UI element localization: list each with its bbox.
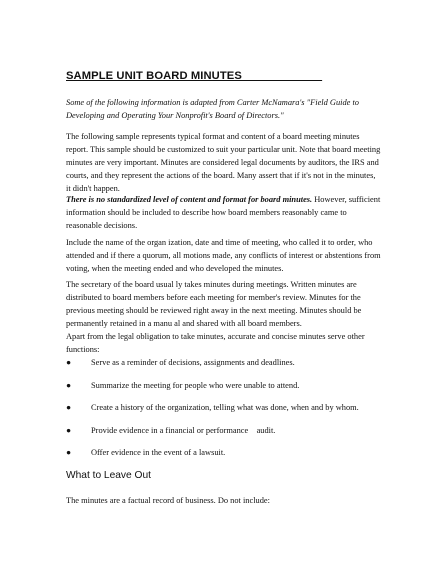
list-item-text: Provide evidence in a financial or performance audit.	[91, 425, 276, 435]
paragraph-standards	[66, 193, 381, 232]
bullet-icon: ●	[66, 425, 72, 435]
standards-rest-text: However, sufficient information should be included to describe how board members reasonably came to reasonable decisions.	[66, 195, 381, 230]
document-title: SAMPLE UNIT BOARD MINUTES	[66, 70, 323, 82]
bullet-icon: ●	[66, 380, 72, 390]
paragraph-secretary: The secretary of the board usual ly takes minutes during meetings. Written minutes are distributed to board members before each meeting for member's review. Minutes for the previous meeting should be reviewed right away in the next meeting. Minutes should be permanently retained in a manu al and shared with all board members.	[66, 280, 362, 328]
paragraph-purpose: The following sample represents typical format and content of a board meeting minutes report. This sample should be customized to suit your particular unit. Note that board meeting minutes are very important. Minutes are considered legal documents by auditors, the IRS and courts, and they represent the actions of the board. Many assert that if it's not in the minutes, it didn't happen.	[66, 132, 381, 193]
list-item-text: Offer evidence in the event of a lawsuit.	[91, 448, 226, 457]
paragraph-leave-out: The minutes are a factual record of business. Do not include:	[66, 496, 270, 505]
paragraph-include: Include the name of the organ ization, date and time of meeting, who called it to order, who attended and if there a quorum, all motions made, any conflicts of interest or abstentions from voting, when the meeting ended and who developed the minutes.	[66, 238, 381, 273]
list-item-text: Create a history of the organization, telling what was done, when and by whom.	[91, 403, 359, 412]
list-item-text: Serve as a reminder of decisions, assignments and deadlines.	[91, 358, 295, 367]
paragraph-functions: Apart from the legal obligation to take minutes, accurate and concise minutes serve other functions:	[66, 332, 365, 354]
bullet-icon: ●	[66, 403, 72, 412]
bullet-icon: ●	[66, 448, 72, 457]
standards-lead-text: There is no standardized level of content and format for board minutes.	[66, 195, 313, 204]
intro-paragraph: Some of the following information is adapted from Carter McNamara's "Field Guide to Developing and Operating Your Nonprofit's Board of Directors."	[66, 98, 359, 120]
section-heading-leave-out: What to Leave Out	[66, 470, 151, 481]
list-item-text: Summarize the meeting for people who were unable to attend.	[91, 380, 300, 390]
bullet-icon: ●	[66, 358, 72, 367]
